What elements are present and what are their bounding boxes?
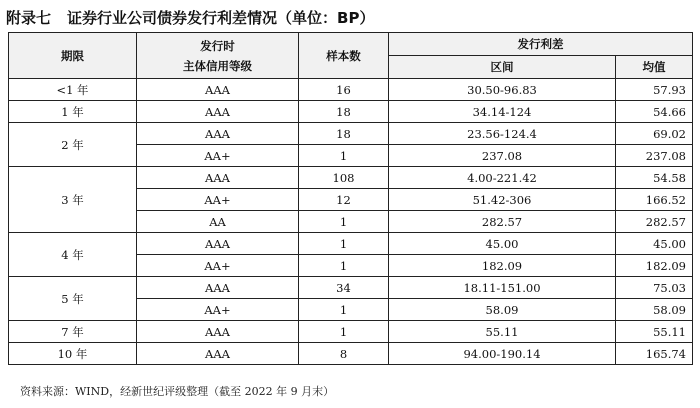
table-row <box>9 123 693 145</box>
period-cell: 3 年 <box>9 167 137 233</box>
header-rating-line2: 主体信用等级 <box>183 58 252 73</box>
rating-cell: AAA <box>137 343 299 365</box>
sample-cell: 1 <box>299 233 389 255</box>
mean-cell: 166.52 <box>616 189 693 211</box>
mean-cell: 75.03 <box>616 277 693 299</box>
period-cell: <1 年 <box>9 79 137 101</box>
sample-cell: 108 <box>299 167 389 189</box>
table-body <box>9 79 693 365</box>
sample-cell: 1 <box>299 211 389 233</box>
sample-cell: 1 <box>299 255 389 277</box>
rating-cell: AA+ <box>137 299 299 321</box>
range-cell: 51.42-306 <box>389 189 616 211</box>
mean-cell: 69.02 <box>616 123 693 145</box>
range-cell: 18.11-151.00 <box>389 277 616 299</box>
table-row <box>9 277 693 299</box>
table-row <box>9 233 693 255</box>
source-note: 资料来源：WIND，经新世纪评级整理（截至 2022 年 9 月末） <box>20 385 335 398</box>
page-title <box>6 8 696 28</box>
period-cell: 5 年 <box>9 277 137 321</box>
rating-cell: AA <box>137 211 299 233</box>
period-cell: 1 年 <box>9 101 137 123</box>
mean-cell: 58.09 <box>616 299 693 321</box>
rating-cell: AA+ <box>137 255 299 277</box>
mean-cell: 282.57 <box>616 211 693 233</box>
mean-cell: 45.00 <box>616 233 693 255</box>
sample-cell: 1 <box>299 299 389 321</box>
rating-cell: AA+ <box>137 145 299 167</box>
table-row <box>9 321 693 343</box>
range-cell: 23.56-124.4 <box>389 123 616 145</box>
header-mean: 均值 <box>616 56 693 79</box>
sample-cell: 18 <box>299 123 389 145</box>
rating-cell: AA+ <box>137 189 299 211</box>
rating-cell: AAA <box>137 321 299 343</box>
range-cell: 30.50-96.83 <box>389 79 616 101</box>
period-cell: 2 年 <box>9 123 137 167</box>
spread-table <box>8 32 693 365</box>
range-cell: 237.08 <box>389 145 616 167</box>
table-row <box>9 101 693 123</box>
sample-cell: 18 <box>299 101 389 123</box>
title-prefix: 附录七 <box>6 9 52 27</box>
mean-cell: 165.74 <box>616 343 693 365</box>
sample-cell: 16 <box>299 79 389 101</box>
rating-cell: AAA <box>137 277 299 299</box>
header-rating-line1: 发行时 <box>200 38 235 53</box>
sample-cell: 12 <box>299 189 389 211</box>
range-cell: 4.00-221.42 <box>389 167 616 189</box>
mean-cell: 182.09 <box>616 255 693 277</box>
period-cell: 4 年 <box>9 233 137 277</box>
range-cell: 45.00 <box>389 233 616 255</box>
mean-cell: 54.66 <box>616 101 693 123</box>
rating-cell: AAA <box>137 123 299 145</box>
table-row <box>9 79 693 101</box>
header-period: 期限 <box>9 33 137 79</box>
header-spread: 发行利差 <box>389 33 693 56</box>
mean-cell: 55.11 <box>616 321 693 343</box>
range-cell: 182.09 <box>389 255 616 277</box>
mean-cell: 54.58 <box>616 167 693 189</box>
table-row <box>9 343 693 365</box>
mean-cell: 237.08 <box>616 145 693 167</box>
range-cell: 55.11 <box>389 321 616 343</box>
rating-cell: AAA <box>137 233 299 255</box>
period-cell: 7 年 <box>9 321 137 343</box>
mean-cell: 57.93 <box>616 79 693 101</box>
period-cell: 10 年 <box>9 343 137 365</box>
range-cell: 94.00-190.14 <box>389 343 616 365</box>
rating-cell: AAA <box>137 167 299 189</box>
table-row <box>9 167 693 189</box>
sample-cell: 1 <box>299 145 389 167</box>
title-text: 证券行业公司债券发行利差情况（单位：BP） <box>67 9 375 27</box>
rating-cell: AAA <box>137 101 299 123</box>
range-cell: 34.14-124 <box>389 101 616 123</box>
header-sample: 样本数 <box>299 33 389 79</box>
sample-cell: 34 <box>299 277 389 299</box>
range-cell: 58.09 <box>389 299 616 321</box>
header-rating <box>137 33 299 79</box>
sample-cell: 1 <box>299 321 389 343</box>
sample-cell: 8 <box>299 343 389 365</box>
header-range: 区间 <box>389 56 616 79</box>
range-cell: 282.57 <box>389 211 616 233</box>
rating-cell: AAA <box>137 79 299 101</box>
